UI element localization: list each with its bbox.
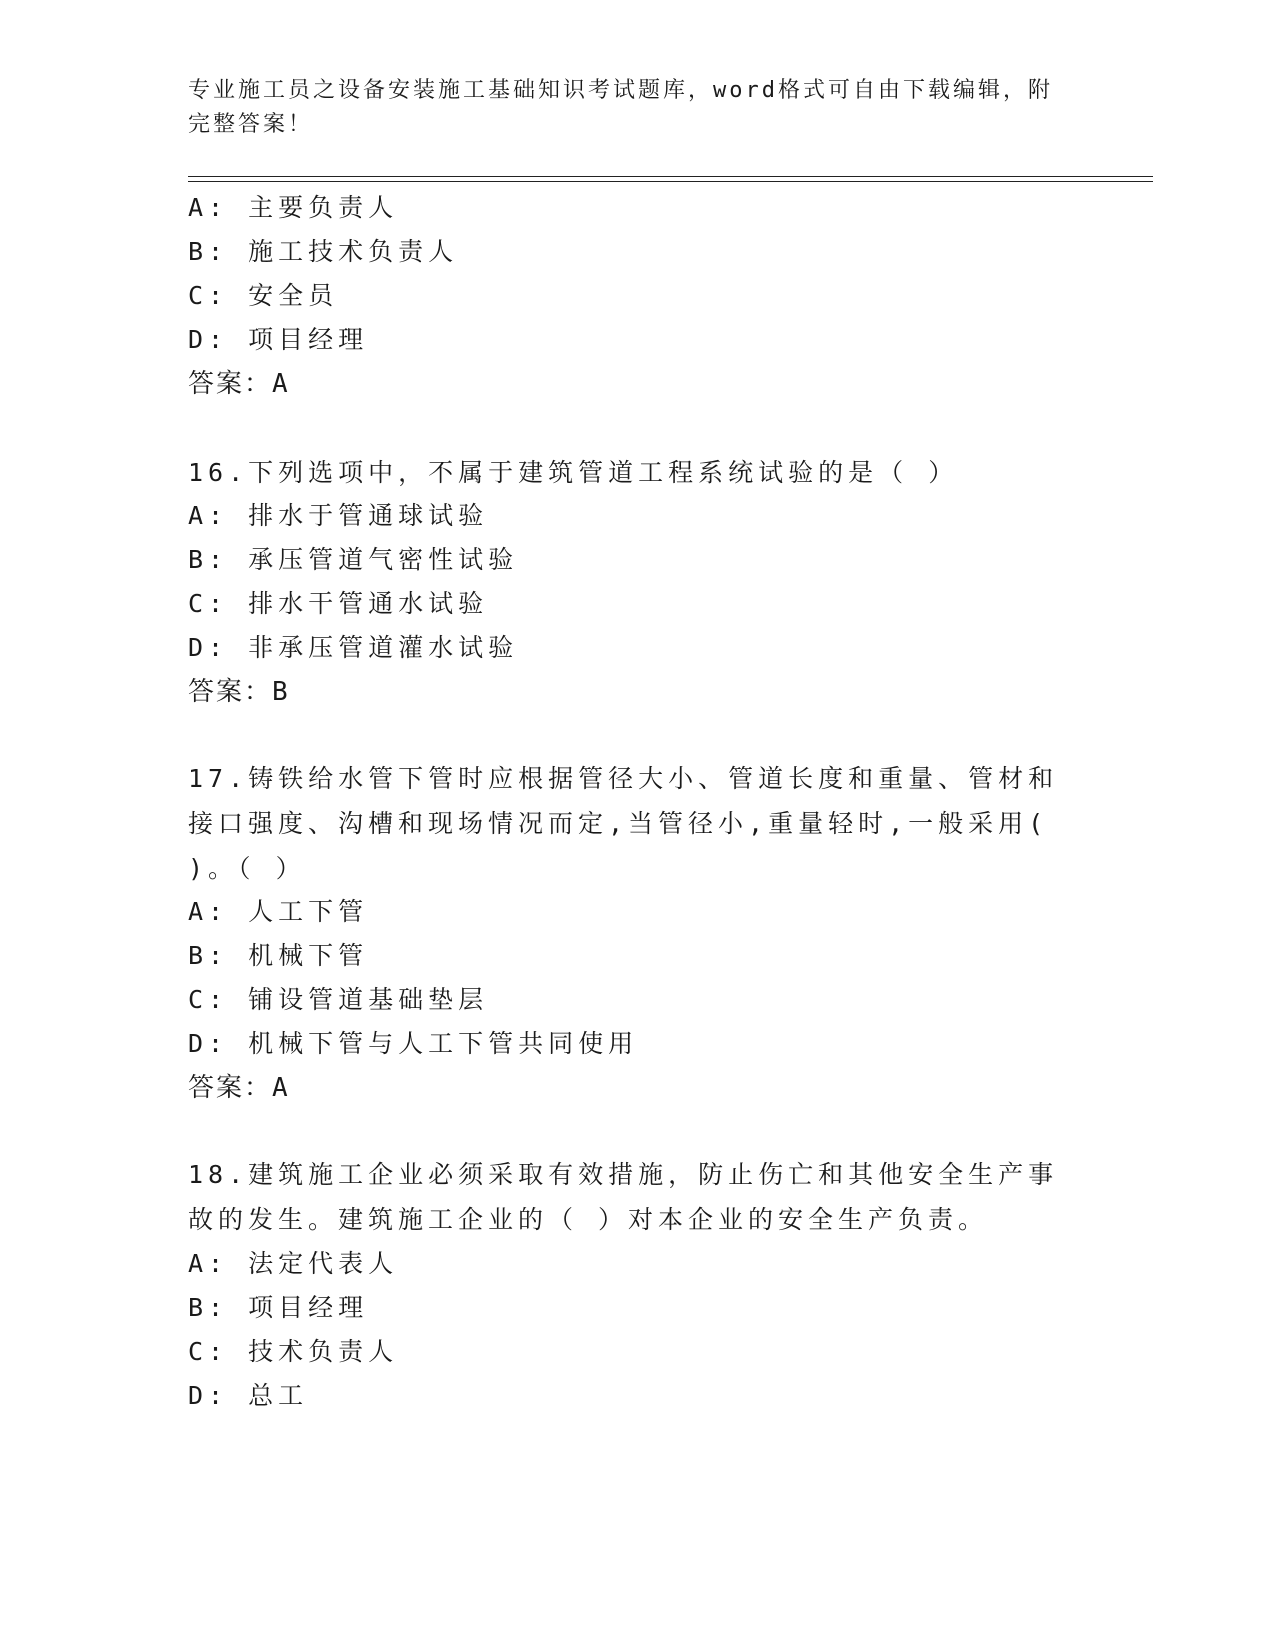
option-d: D: 总工	[188, 1381, 309, 1410]
document-header: 专业施工员之设备安装施工基础知识考试题库，word格式可自由下载编辑，附完整答案！	[188, 78, 1053, 137]
answer-label: 答案：B	[188, 677, 290, 707]
option-c: C: 安全员	[188, 281, 339, 310]
option-a: A: 排水于管通球试验	[188, 501, 489, 530]
option-b: B: 项目经理	[188, 1293, 369, 1322]
option-b: B: 机械下管	[188, 941, 369, 970]
option-a: A: 主要负责人	[188, 193, 399, 222]
question-18: 18.建筑施工企业必须采取有效措施，防止伤亡和其他安全生产事故的发生。建筑施工企业的（ ）对本企业的安全生产负责。	[188, 1160, 1059, 1234]
option-d: D: 项目经理	[188, 325, 369, 354]
option-d: D: 机械下管与人工下管共同使用	[188, 1029, 639, 1058]
option-c: C: 铺设管道基础垫层	[188, 985, 489, 1014]
answer-label: 答案：A	[188, 369, 290, 399]
option-b: B: 承压管道气密性试验	[188, 545, 519, 574]
question-17: 17.铸铁给水管下管时应根据管径大小、管道长度和重量、管材和接口强度、沟槽和现场情况而定,当管径小,重量轻时,一般采用( )。（ ）	[188, 764, 1059, 883]
answer-label: 答案：A	[188, 1073, 290, 1103]
option-a: A: 人工下管	[188, 897, 369, 926]
option-c: C: 技术负责人	[188, 1337, 399, 1366]
option-a: A: 法定代表人	[188, 1249, 399, 1278]
option-c: C: 排水干管通水试验	[188, 589, 489, 618]
option-b: B: 施工技术负责人	[188, 237, 459, 266]
option-d: D: 非承压管道灌水试验	[188, 633, 519, 662]
header-divider-top	[188, 176, 1153, 177]
question-16: 16.下列选项中，不属于建筑管道工程系统试验的是（ ）	[188, 458, 959, 487]
header-divider-bottom	[188, 181, 1153, 182]
